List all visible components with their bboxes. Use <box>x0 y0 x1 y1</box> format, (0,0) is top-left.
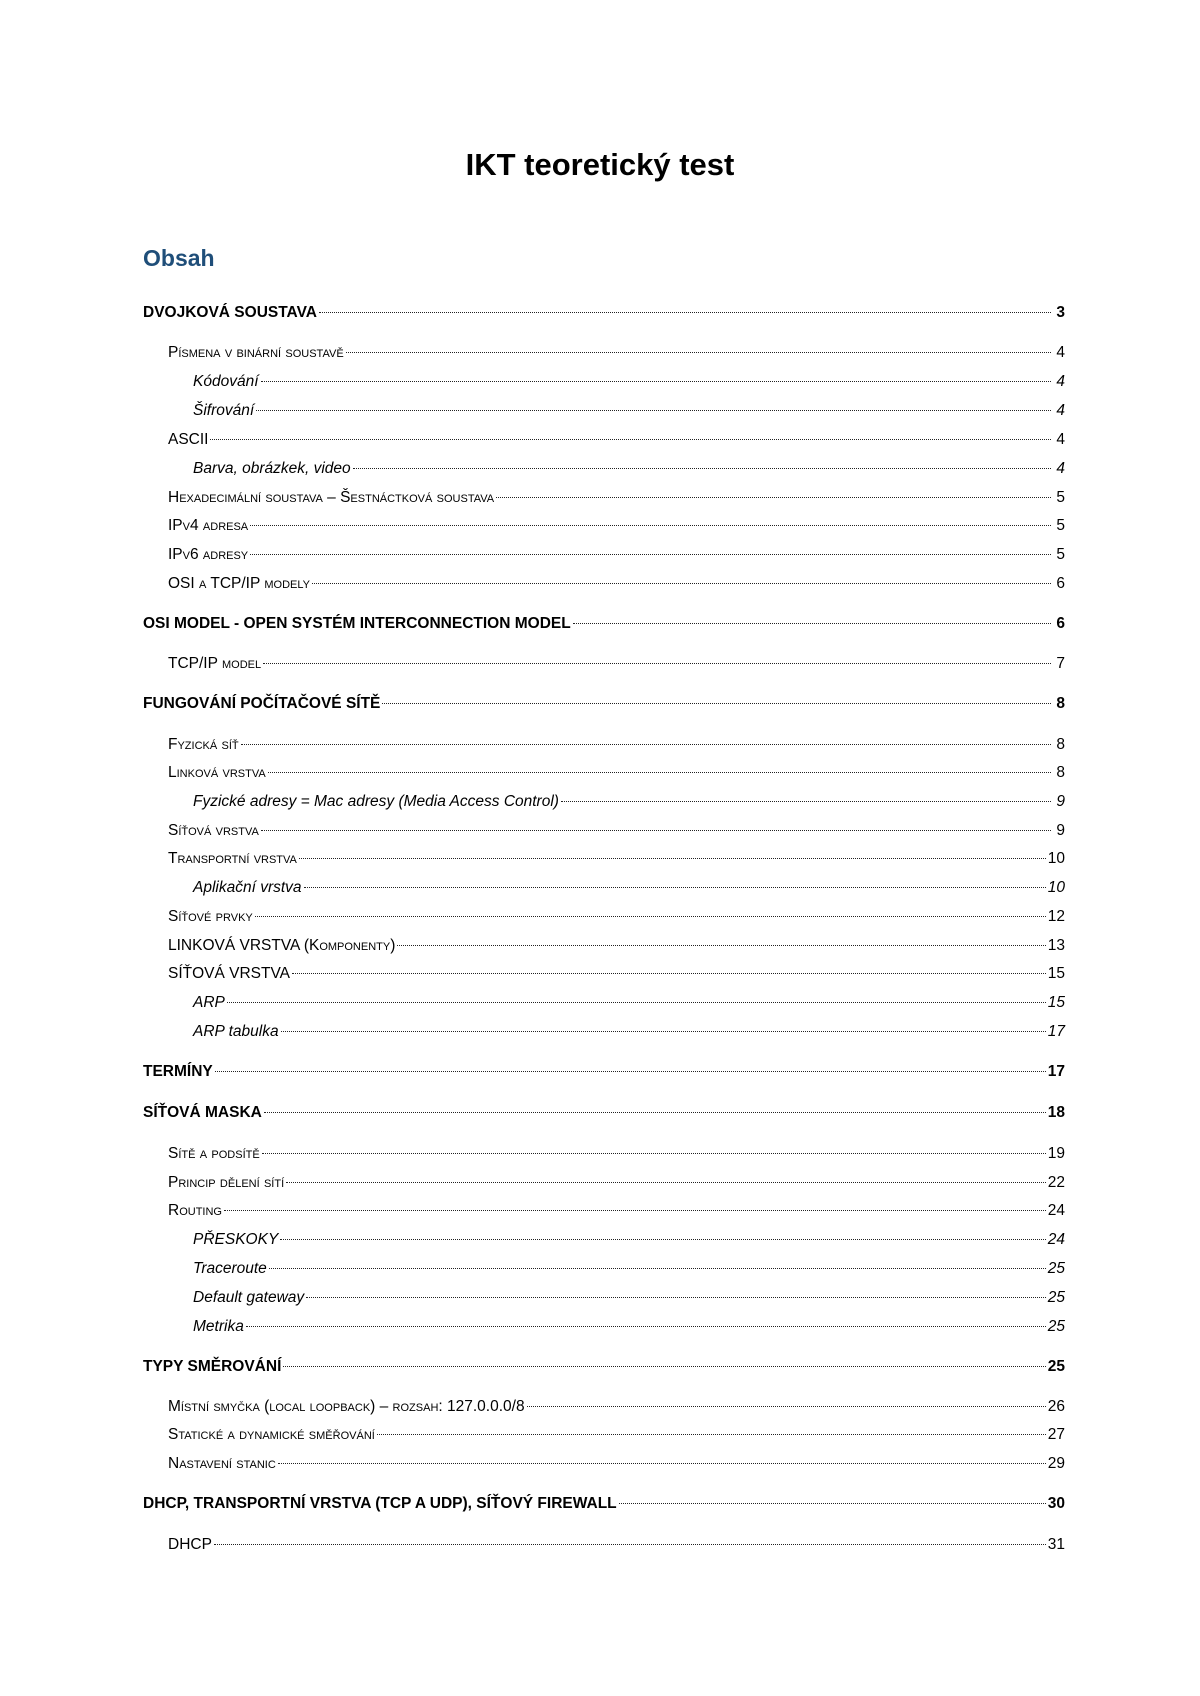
toc-entry-title: Šifrování <box>193 402 255 419</box>
toc-heading: Obsah <box>143 245 215 271</box>
toc-leader-dots <box>527 1406 1046 1407</box>
toc-leader-dots <box>619 1503 1046 1504</box>
toc-entry-title: Metrika <box>193 1318 244 1335</box>
toc-entry[interactable] <box>143 303 1065 323</box>
toc-entry-page-number: 15 <box>1047 965 1065 982</box>
toc-entry[interactable] <box>143 735 1065 755</box>
toc-entry-title: IPv4 adresa <box>168 517 249 534</box>
toc-entry-title: OSI a TCP/IP modely <box>168 575 310 592</box>
toc-entry-page-number: 22 <box>1047 1174 1065 1191</box>
toc-entry-page-number: 24 <box>1047 1231 1065 1248</box>
toc-entry-title: FUNGOVÁNÍ POČÍTAČOVÉ SÍTĚ <box>143 695 381 712</box>
toc-entry-page-number: 17 <box>1047 1023 1065 1040</box>
toc-leader-dots <box>224 1210 1046 1211</box>
toc-entry-page-number: 25 <box>1047 1289 1065 1306</box>
toc-entry[interactable] <box>143 1201 1065 1221</box>
toc-leader-dots <box>377 1434 1046 1435</box>
toc-entry[interactable] <box>143 1022 1065 1042</box>
toc-entry[interactable] <box>143 545 1065 565</box>
toc-entry-page-number: 27 <box>1047 1426 1065 1443</box>
toc-leader-dots <box>215 1071 1046 1072</box>
toc-entry[interactable] <box>143 964 1065 984</box>
toc-entry-title: IPv6 adresy <box>168 546 249 563</box>
toc-entry-title: Linková vrstva <box>168 764 266 781</box>
toc-entry-page-number: 3 <box>1056 304 1065 321</box>
toc-leader-dots <box>241 744 1051 745</box>
toc-entry-page-number: 5 <box>1056 546 1065 563</box>
table-of-contents <box>143 0 1065 1696</box>
toc-leader-dots <box>299 858 1046 859</box>
toc-leader-dots <box>269 1268 1046 1269</box>
toc-entry[interactable] <box>143 1454 1065 1474</box>
toc-entry-title: OSI MODEL - OPEN SYSTÉM INTERCONNECTION MODEL <box>143 615 571 632</box>
toc-leader-dots <box>319 312 1051 313</box>
toc-entry-page-number: 6 <box>1056 615 1065 632</box>
toc-entry-title: DHCP <box>168 1536 212 1553</box>
toc-leader-dots <box>496 497 1051 498</box>
toc-entry[interactable] <box>143 907 1065 927</box>
toc-entry-title: Aplikační vrstva <box>193 879 302 896</box>
toc-entry-title: Síťová vrstva <box>168 822 259 839</box>
toc-entry[interactable] <box>143 849 1065 869</box>
toc-leader-dots <box>304 887 1046 888</box>
toc-entry-page-number: 4 <box>1056 344 1065 361</box>
toc-entry-title: Písmena v binární soustavě <box>168 344 344 361</box>
toc-entry-page-number: 19 <box>1047 1145 1065 1162</box>
toc-entry-title: Barva, obrázkek, video <box>193 460 351 477</box>
toc-entry-page-number: 26 <box>1047 1398 1065 1415</box>
toc-entry-page-number: 13 <box>1047 937 1065 954</box>
toc-leader-dots <box>281 1031 1046 1032</box>
toc-entry[interactable] <box>143 1103 1065 1123</box>
toc-entry[interactable] <box>143 488 1065 508</box>
toc-leader-dots <box>263 663 1051 664</box>
toc-entry-page-number: 24 <box>1047 1202 1065 1219</box>
toc-entry[interactable] <box>143 1259 1065 1279</box>
toc-leader-dots <box>278 1463 1046 1464</box>
toc-leader-dots <box>397 945 1045 946</box>
toc-entry-title: Traceroute <box>193 1260 267 1277</box>
toc-leader-dots <box>256 410 1051 411</box>
toc-entry-page-number: 9 <box>1056 822 1065 839</box>
toc-entry[interactable] <box>143 1357 1065 1377</box>
toc-entry-page-number: 5 <box>1056 517 1065 534</box>
toc-entry[interactable] <box>143 1062 1065 1082</box>
toc-leader-dots <box>283 1366 1045 1367</box>
toc-leader-dots <box>286 1182 1046 1183</box>
toc-entry[interactable] <box>143 763 1065 783</box>
toc-entry[interactable] <box>143 1173 1065 1193</box>
toc-entry[interactable] <box>143 878 1065 898</box>
toc-entry-title: Hexadecimální soustava – Šestnáctková soustava <box>168 489 495 506</box>
toc-leader-dots <box>214 1544 1046 1545</box>
toc-entry[interactable] <box>143 1535 1065 1555</box>
toc-entry-title: Nastavení stanic <box>168 1455 276 1472</box>
toc-leader-dots <box>292 973 1046 974</box>
toc-entry-title: SÍŤOVÁ MASKA <box>143 1104 262 1121</box>
toc-entry[interactable] <box>143 1230 1065 1250</box>
toc-entry[interactable] <box>143 694 1065 714</box>
toc-entry-page-number: 8 <box>1056 736 1065 753</box>
toc-entry-title: Princip dělení sítí <box>168 1174 285 1191</box>
toc-entry-title: DHCP, TRANSPORTNÍ VRSTVA (TCP A UDP), SÍŤOVÝ FIREWALL <box>143 1495 617 1512</box>
toc-entry[interactable] <box>143 1288 1065 1308</box>
toc-entry-title: Místní smyčka (local loopback) – rozsah: 127.0.0.0/8 <box>168 1398 525 1415</box>
toc-entry[interactable] <box>143 430 1065 450</box>
toc-entry-title: Fyzické adresy = Mac adresy (Media Access Control) <box>193 793 559 810</box>
toc-leader-dots <box>262 1153 1046 1154</box>
toc-entry-title: TYPY SMĚROVÁNÍ <box>143 1358 282 1375</box>
toc-entry-page-number: 25 <box>1047 1318 1065 1335</box>
toc-entry-page-number: 25 <box>1047 1260 1065 1277</box>
toc-entry-page-number: 4 <box>1056 402 1065 419</box>
toc-entry-page-number: 6 <box>1056 575 1065 592</box>
toc-entry-title: Statické a dynamické směřování <box>168 1426 375 1443</box>
toc-entry-page-number: 9 <box>1056 793 1065 810</box>
toc-entry-page-number: 8 <box>1056 695 1065 712</box>
toc-leader-dots <box>227 1002 1046 1003</box>
toc-entry[interactable] <box>143 516 1065 536</box>
toc-entry-page-number: 4 <box>1056 431 1065 448</box>
toc-entry-title: Fyzická síť <box>168 736 239 753</box>
toc-entry-title: TCP/IP model <box>168 655 262 672</box>
toc-entry-title: ARP tabulka <box>193 1023 279 1040</box>
toc-entry-page-number: 10 <box>1047 850 1065 867</box>
toc-entry-page-number: 10 <box>1047 879 1065 896</box>
toc-entry-page-number: 15 <box>1047 994 1065 1011</box>
toc-entry-page-number: 4 <box>1056 373 1065 390</box>
toc-entry[interactable] <box>143 372 1065 392</box>
toc-leader-dots <box>261 381 1052 382</box>
toc-leader-dots <box>250 554 1051 555</box>
toc-entry[interactable] <box>143 343 1065 363</box>
toc-entry-page-number: 25 <box>1047 1358 1065 1375</box>
toc-leader-dots <box>353 468 1051 469</box>
toc-entry[interactable] <box>143 1317 1065 1337</box>
toc-entry-title: LINKOVÁ VRSTVA (Komponenty) <box>168 937 396 954</box>
toc-entry-page-number: 17 <box>1047 1063 1065 1080</box>
toc-entry-title: Kódování <box>193 373 259 390</box>
toc-entry[interactable] <box>143 792 1065 812</box>
toc-entry[interactable] <box>143 1144 1065 1164</box>
toc-entry-page-number: 12 <box>1047 908 1065 925</box>
toc-entry[interactable] <box>143 614 1065 634</box>
toc-leader-dots <box>312 583 1051 584</box>
toc-leader-dots <box>346 352 1051 353</box>
toc-entry-title: Síťové prvky <box>168 908 253 925</box>
toc-entry[interactable] <box>143 574 1065 594</box>
toc-entry[interactable] <box>143 1494 1065 1514</box>
toc-entry-page-number: 18 <box>1047 1104 1065 1121</box>
toc-entry[interactable] <box>143 821 1065 841</box>
toc-entry[interactable] <box>143 654 1065 674</box>
toc-entry-title: SÍŤOVÁ VRSTVA <box>168 965 291 982</box>
toc-entry-page-number: 7 <box>1056 655 1065 672</box>
toc-entry[interactable] <box>143 936 1065 956</box>
toc-entry-page-number: 5 <box>1056 489 1065 506</box>
toc-entry-title: ARP <box>193 994 225 1011</box>
toc-leader-dots <box>210 439 1051 440</box>
toc-entry[interactable] <box>143 993 1065 1013</box>
toc-leader-dots <box>573 623 1051 624</box>
toc-entry-title: PŘESKOKY <box>193 1231 279 1248</box>
toc-leader-dots <box>382 703 1051 704</box>
document-title: IKT teoretický test <box>465 147 735 182</box>
toc-leader-dots <box>255 916 1046 917</box>
toc-leader-dots <box>264 1112 1046 1113</box>
toc-entry-title: DVOJKOVÁ SOUSTAVA <box>143 304 317 321</box>
toc-entry-title: Default gateway <box>193 1289 305 1306</box>
toc-leader-dots <box>261 830 1051 831</box>
toc-entry[interactable] <box>143 1397 1065 1417</box>
toc-entry-page-number: 4 <box>1056 460 1065 477</box>
toc-entry-page-number: 29 <box>1047 1455 1065 1472</box>
toc-entry-page-number: 30 <box>1047 1495 1065 1512</box>
toc-entry-title: Routing <box>168 1202 222 1219</box>
toc-entry[interactable] <box>143 401 1065 421</box>
toc-entry-title: TERMÍNY <box>143 1063 213 1080</box>
toc-leader-dots <box>306 1297 1046 1298</box>
toc-leader-dots <box>250 525 1051 526</box>
toc-leader-dots <box>561 801 1051 802</box>
toc-leader-dots <box>280 1239 1045 1240</box>
toc-leader-dots <box>246 1326 1046 1327</box>
toc-entry-page-number: 31 <box>1047 1536 1065 1553</box>
toc-entry-title: ASCII <box>168 431 209 448</box>
toc-leader-dots <box>268 772 1051 773</box>
toc-entry[interactable] <box>143 459 1065 479</box>
toc-entry[interactable] <box>143 1425 1065 1445</box>
toc-entry-page-number: 8 <box>1056 764 1065 781</box>
toc-entry-title: Transportní vrstva <box>168 850 297 867</box>
toc-entry-title: Sítě a podsítě <box>168 1145 260 1162</box>
